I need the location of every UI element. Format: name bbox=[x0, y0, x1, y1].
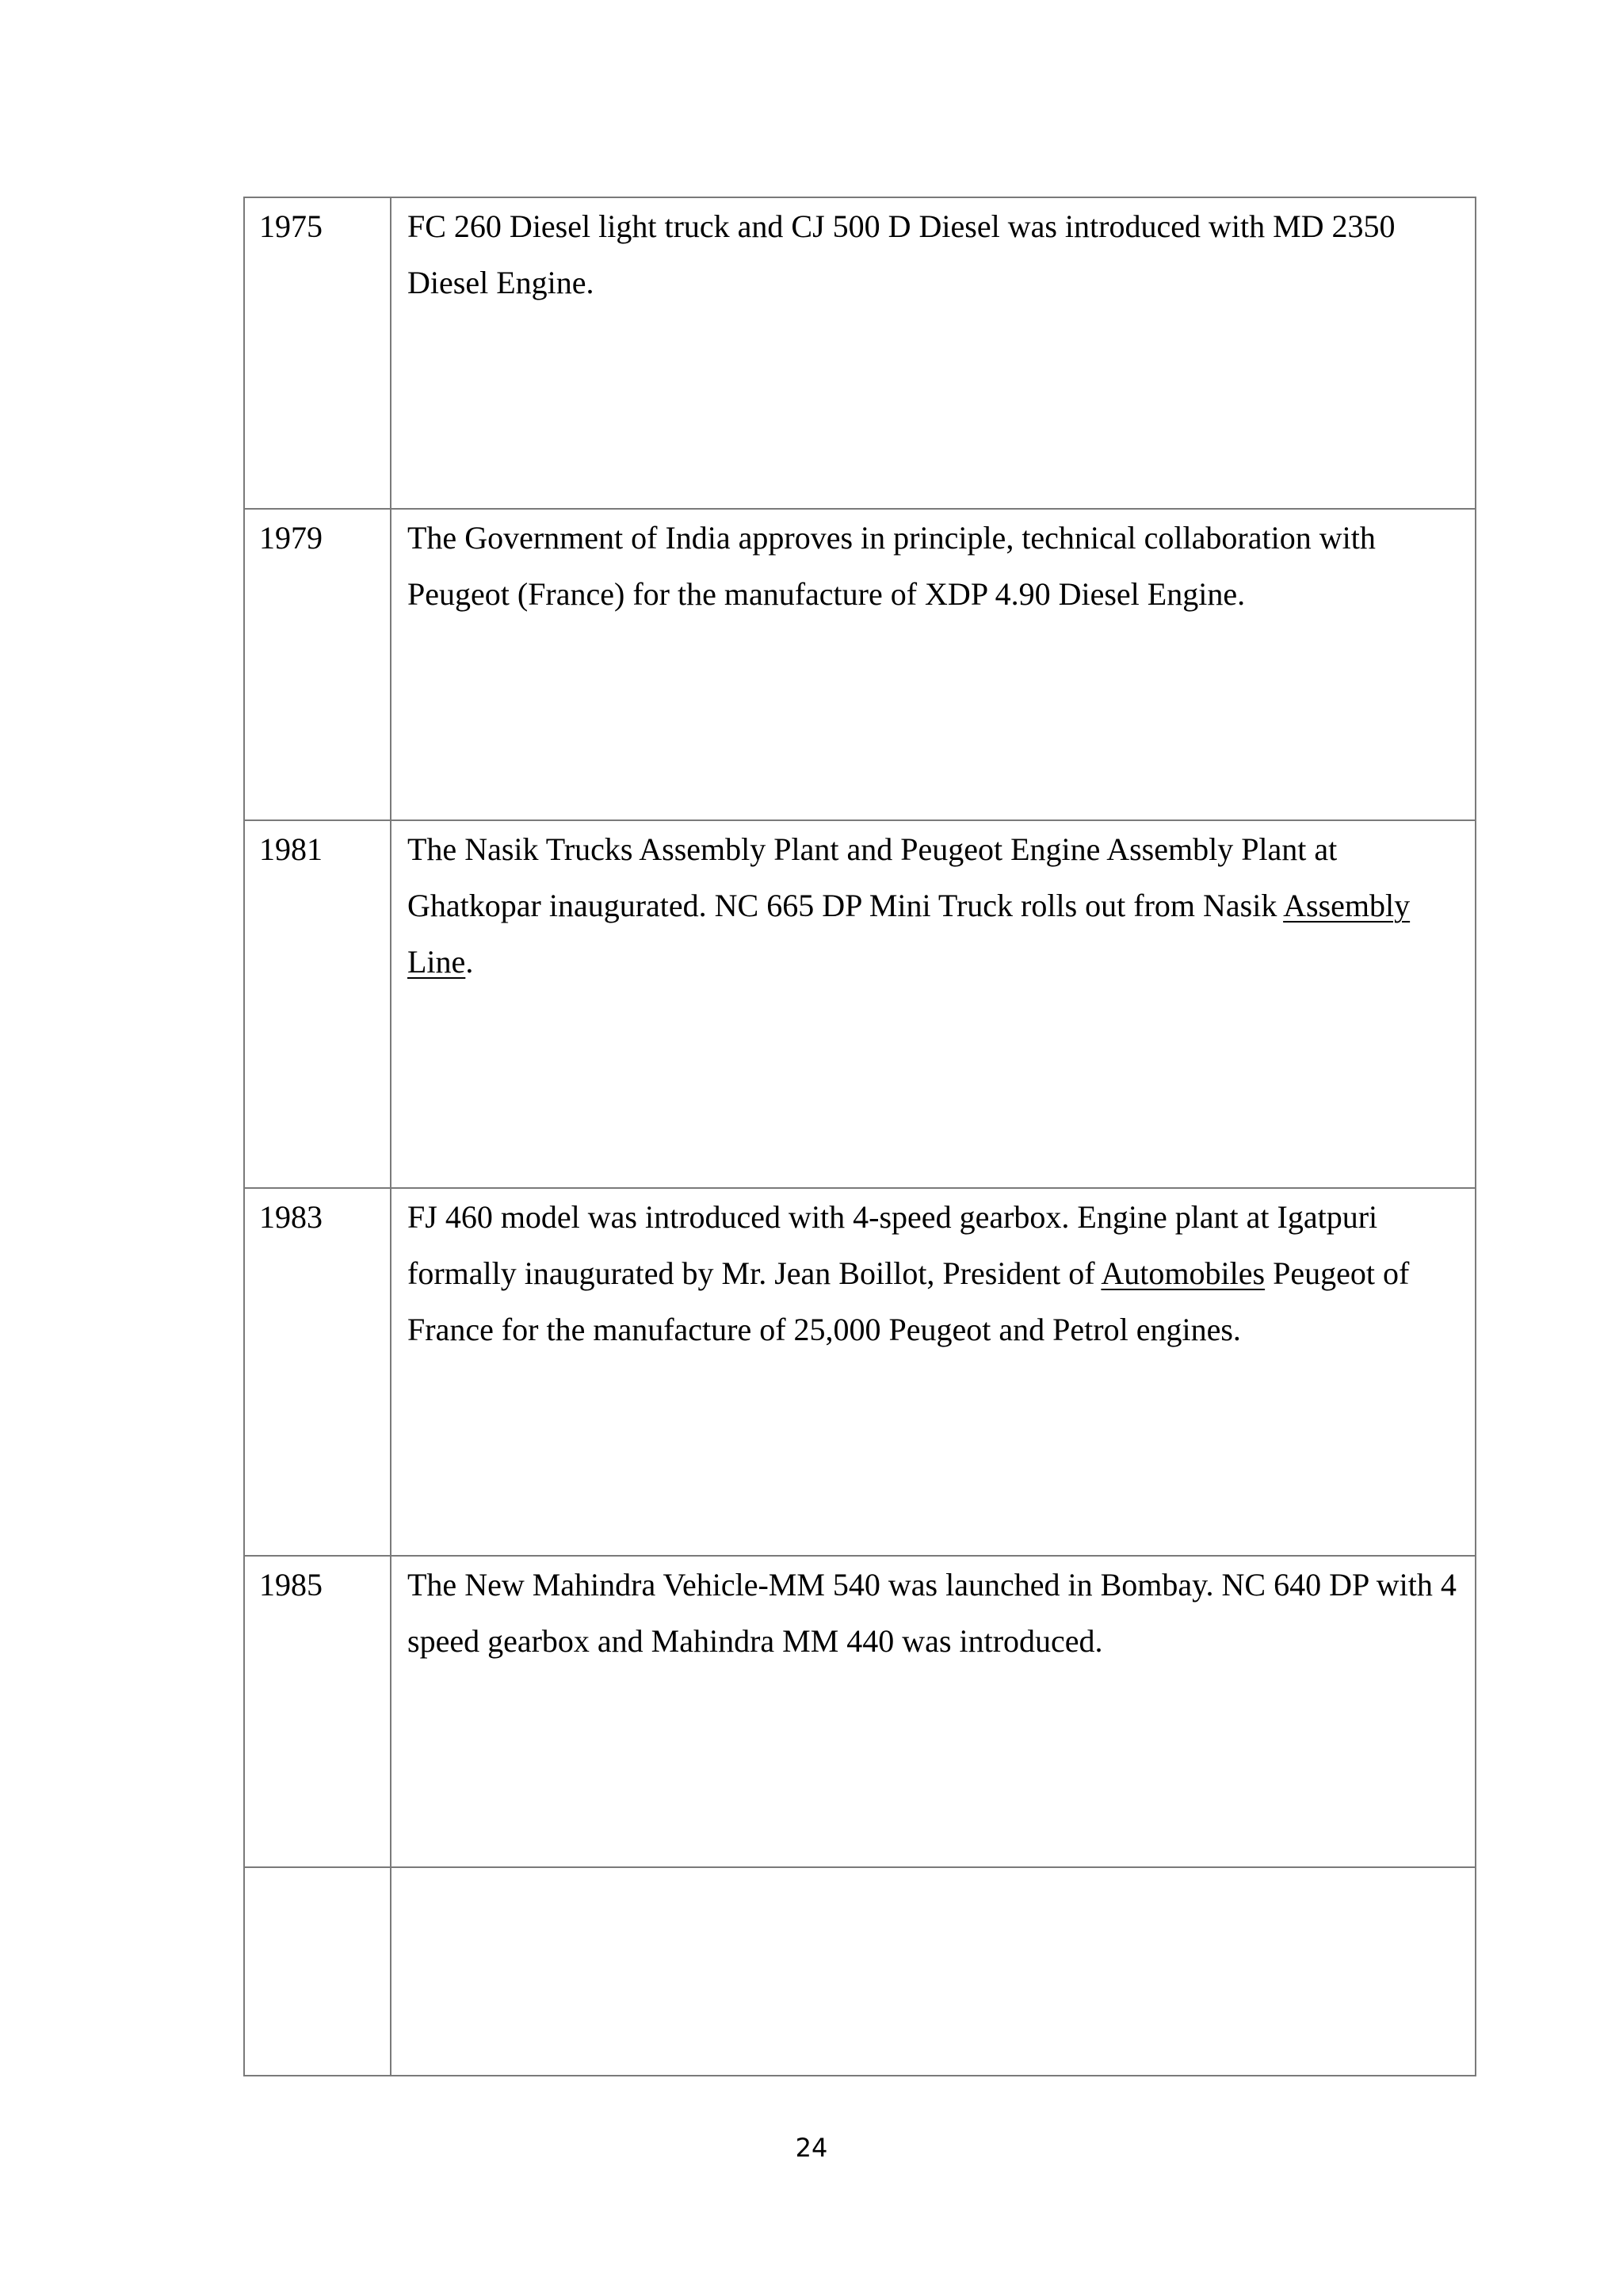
underlined-text: Automobiles bbox=[1101, 1255, 1266, 1291]
description-cell bbox=[391, 197, 1476, 509]
description-text-part: The Nasik Trucks Assembly Plant and Peugeot Engine Assembly Plant at Ghatkopar inaugurated. NC 665 DP Mini Truck rolls out from Nasik bbox=[407, 831, 1338, 923]
underlined-text: Assembly Line bbox=[407, 888, 1411, 980]
table-row bbox=[244, 1556, 1476, 1867]
table-row bbox=[244, 197, 1476, 509]
year-cell: 1985 bbox=[244, 1556, 391, 1867]
description-text: The Government of India approves in principle, technical collaboration with Peugeot (France) for the manufacture of XDP 4.90 Diesel Engine. bbox=[407, 520, 1376, 612]
description-cell bbox=[391, 1867, 1476, 2076]
year-cell: 1975 bbox=[244, 197, 391, 509]
year-cell bbox=[244, 1867, 391, 2076]
year-cell: 1979 bbox=[244, 509, 391, 820]
description-cell bbox=[391, 1188, 1476, 1556]
description-text bbox=[407, 821, 1464, 990]
timeline-table bbox=[243, 197, 1476, 2076]
description-cell bbox=[391, 509, 1476, 820]
description-cell bbox=[391, 1556, 1476, 1867]
table-row bbox=[244, 1188, 1476, 1556]
year-cell: 1983 bbox=[244, 1188, 391, 1556]
description-text-part: Peugeot of France for the manufacture of 25,000 Peugeot and Petrol engines. bbox=[407, 1255, 1410, 1347]
table-row bbox=[244, 509, 1476, 820]
description-text bbox=[407, 1189, 1464, 1358]
page-number: 24 bbox=[795, 2133, 828, 2163]
description-cell bbox=[391, 820, 1476, 1188]
description-text-part: . bbox=[465, 944, 474, 980]
table-row bbox=[244, 820, 1476, 1188]
year-cell: 1981 bbox=[244, 820, 391, 1188]
description-text-part: FJ 460 model was introduced with 4-speed gearbox. Engine plant at Igatpuri formally inaugurated by Mr. Jean Boillot, President of bbox=[407, 1199, 1378, 1291]
description-text: FC 260 Diesel light truck and CJ 500 D Diesel was introduced with MD 2350 Diesel Engine. bbox=[407, 208, 1396, 300]
description-text: The New Mahindra Vehicle-MM 540 was launched in Bombay. NC 640 DP with 4 speed gearbox and Mahindra MM 440 was introduced. bbox=[407, 1567, 1457, 1659]
table-row-empty bbox=[244, 1867, 1476, 2076]
